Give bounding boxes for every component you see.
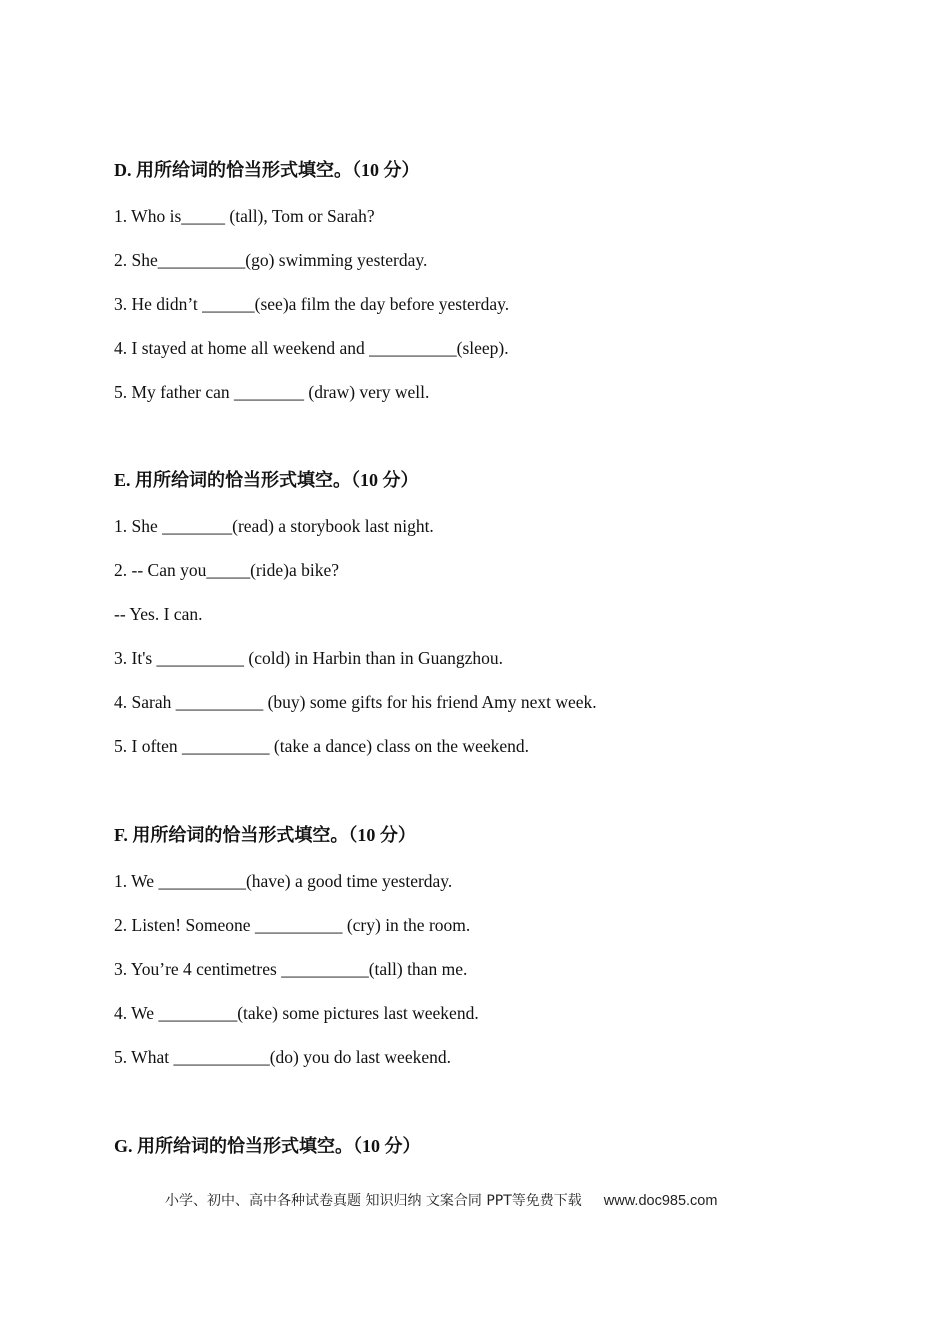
section-e-item-3: 3. It's __________ (cold) in Harbin than in Guangzhou. bbox=[114, 648, 504, 668]
section-d-heading: D. 用所给词的恰当形式填空。（10 分） bbox=[114, 160, 420, 180]
section-f-item-2: 2. Listen! Someone __________ (cry) in the room. bbox=[114, 915, 471, 935]
footer-text: 小学、初中、高中各种试卷真题 知识归纳 文案合同 PPT等免费下载 bbox=[165, 1193, 582, 1209]
section-g-heading: G. 用所给词的恰当形式填空。（10 分） bbox=[114, 1136, 421, 1156]
section-f-item-4: 4. We _________(take) some pictures last weekend. bbox=[114, 1003, 479, 1023]
section-f-item-5: 5. What ___________(do) you do last weekend. bbox=[114, 1047, 451, 1067]
section-e-item-2-answer: -- Yes. I can. bbox=[114, 604, 203, 624]
section-e-item-1: 1. She ________(read) a storybook last night. bbox=[114, 516, 434, 536]
section-e-heading: E. 用所给词的恰当形式填空。（10 分） bbox=[114, 470, 419, 490]
page-footer bbox=[165, 1190, 717, 1212]
section-f-item-1: 1. We __________(have) a good time yesterday. bbox=[114, 871, 453, 891]
section-d-item-5: 5. My father can ________ (draw) very well. bbox=[114, 382, 430, 402]
section-d-item-1: 1. Who is_____ (tall), Tom or Sarah? bbox=[114, 206, 375, 226]
section-e-item-2: 2. -- Can you_____(ride)a bike? bbox=[114, 560, 339, 580]
section-d-item-2: 2. She__________(go) swimming yesterday. bbox=[114, 250, 428, 270]
section-e-item-5: 5. I often __________ (take a dance) class on the weekend. bbox=[114, 736, 529, 756]
footer-url-link[interactable]: www.doc985.com bbox=[603, 1193, 718, 1209]
section-f-heading: F. 用所给词的恰当形式填空。（10 分） bbox=[114, 825, 416, 845]
section-e-item-4: 4. Sarah __________ (buy) some gifts for his friend Amy next week. bbox=[114, 692, 597, 712]
section-f-item-3: 3. You’re 4 centimetres __________(tall) than me. bbox=[114, 959, 468, 979]
section-d-item-4: 4. I stayed at home all weekend and __________(sleep). bbox=[114, 338, 509, 358]
section-d-item-3: 3. He didn’t ______(see)a film the day before yesterday. bbox=[114, 294, 510, 314]
